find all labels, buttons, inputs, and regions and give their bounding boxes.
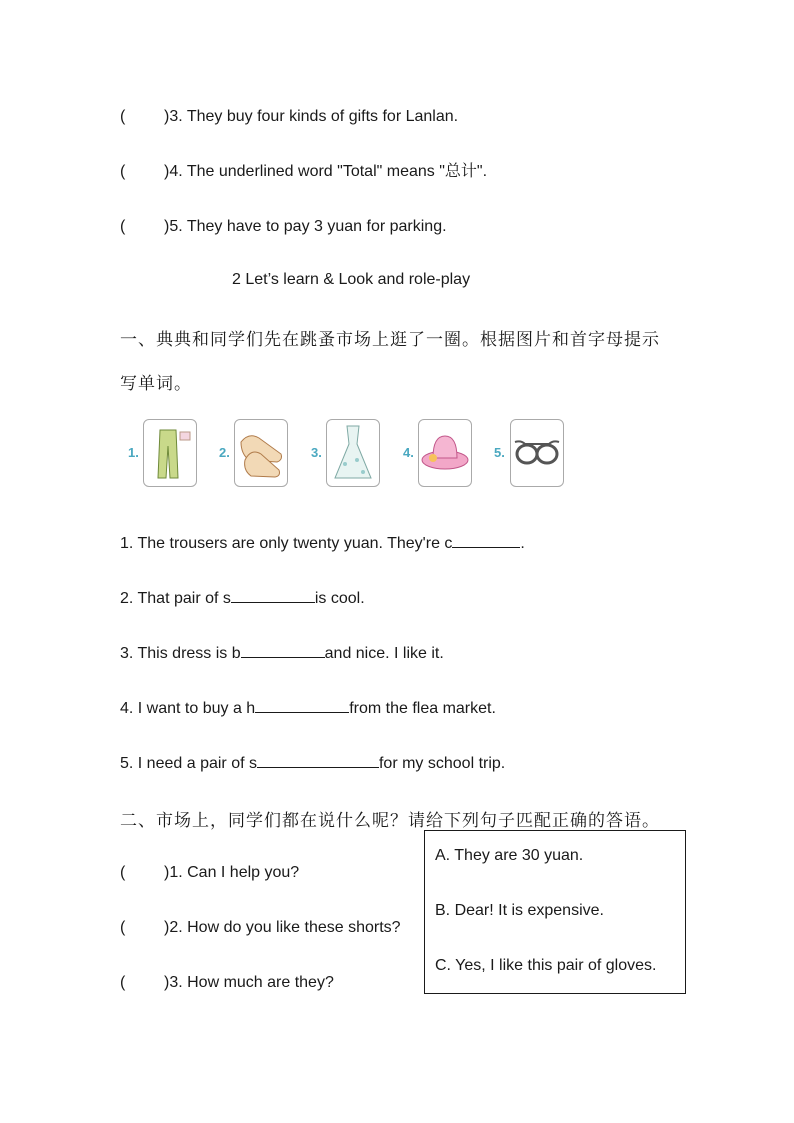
answer-blank[interactable] [255,697,349,713]
question-text: 4. The underlined word "Total" means "总计". [169,163,488,180]
question-text: 3. How much are they? [169,974,334,991]
picture-row [128,419,568,487]
fill-sentence-2: 2. That pair of s is cool. [120,587,365,610]
part2-instruction: 二、市场上，同学们都在说什么呢？请给下列句子匹配正确的答语。 [120,811,660,831]
answer-blank[interactable] [257,752,379,768]
match-question-3: ( )3. How much are they? [120,972,334,994]
picture-number: 2. [219,445,230,460]
fill-sentence-1: 1. The trousers are only twenty yuan. They're c . [120,532,525,555]
fill-sentence-3: 3. This dress is b and nice. I like it. [120,642,444,665]
question-text: 5. They have to pay 3 yuan for parking. [169,218,447,235]
hat-icon [418,419,472,487]
section-title: 2 Let’s learn & Look and role-play [232,271,471,288]
tf-question-4: ( )4. The underlined word "Total" means "总计". [120,161,487,183]
answer-option-a: A. They are 30 yuan. [435,847,584,864]
dress-icon [326,419,380,487]
tf-question-5: ( )5. They have to pay 3 yuan for parking. [120,216,447,238]
answer-paren[interactable]: ( [120,974,126,991]
match-question-2: ( )2. How do you like these shorts? [120,917,401,939]
question-text: 1. Can I help you? [169,864,300,881]
picture-number: 1. [128,445,139,460]
answer-paren[interactable]: ( [120,864,126,881]
answer-option-c: C. Yes, I like this pair of gloves. [435,957,657,974]
answer-blank[interactable] [452,532,520,548]
fill-sentence-4: 4. I want to buy a h from the flea market. [120,697,496,720]
question-text: 2. How do you like these shorts? [169,919,401,936]
answer-paren[interactable]: ( [120,108,126,125]
sneakers-icon [234,419,288,487]
answer-blank[interactable] [241,642,325,658]
answer-paren[interactable]: ( [120,919,126,936]
trousers-icon [143,419,197,487]
answer-blank[interactable] [231,587,315,603]
answer-options-box [424,830,686,994]
picture-number: 3. [311,445,322,460]
answer-option-b: B. Dear! It is expensive. [435,902,604,919]
sunglasses-icon [510,419,564,487]
part1-instruction-cont: 写单词。 [120,374,192,394]
answer-paren[interactable]: ( [120,163,126,180]
answer-paren[interactable]: ( [120,218,126,235]
fill-sentence-5: 5. I need a pair of s for my school trip. [120,752,505,775]
tf-question-3: ( )3. They buy four kinds of gifts for Lanlan. [120,106,458,128]
match-question-1: ( )1. Can I help you? [120,862,299,884]
question-text: 3. They buy four kinds of gifts for Lanlan. [169,108,459,125]
picture-number: 5. [494,445,505,460]
picture-number: 4. [403,445,414,460]
part1-instruction: 一、典典和同学们先在跳蚤市场上逛了一圈。根据图片和首字母提示 [120,330,660,350]
